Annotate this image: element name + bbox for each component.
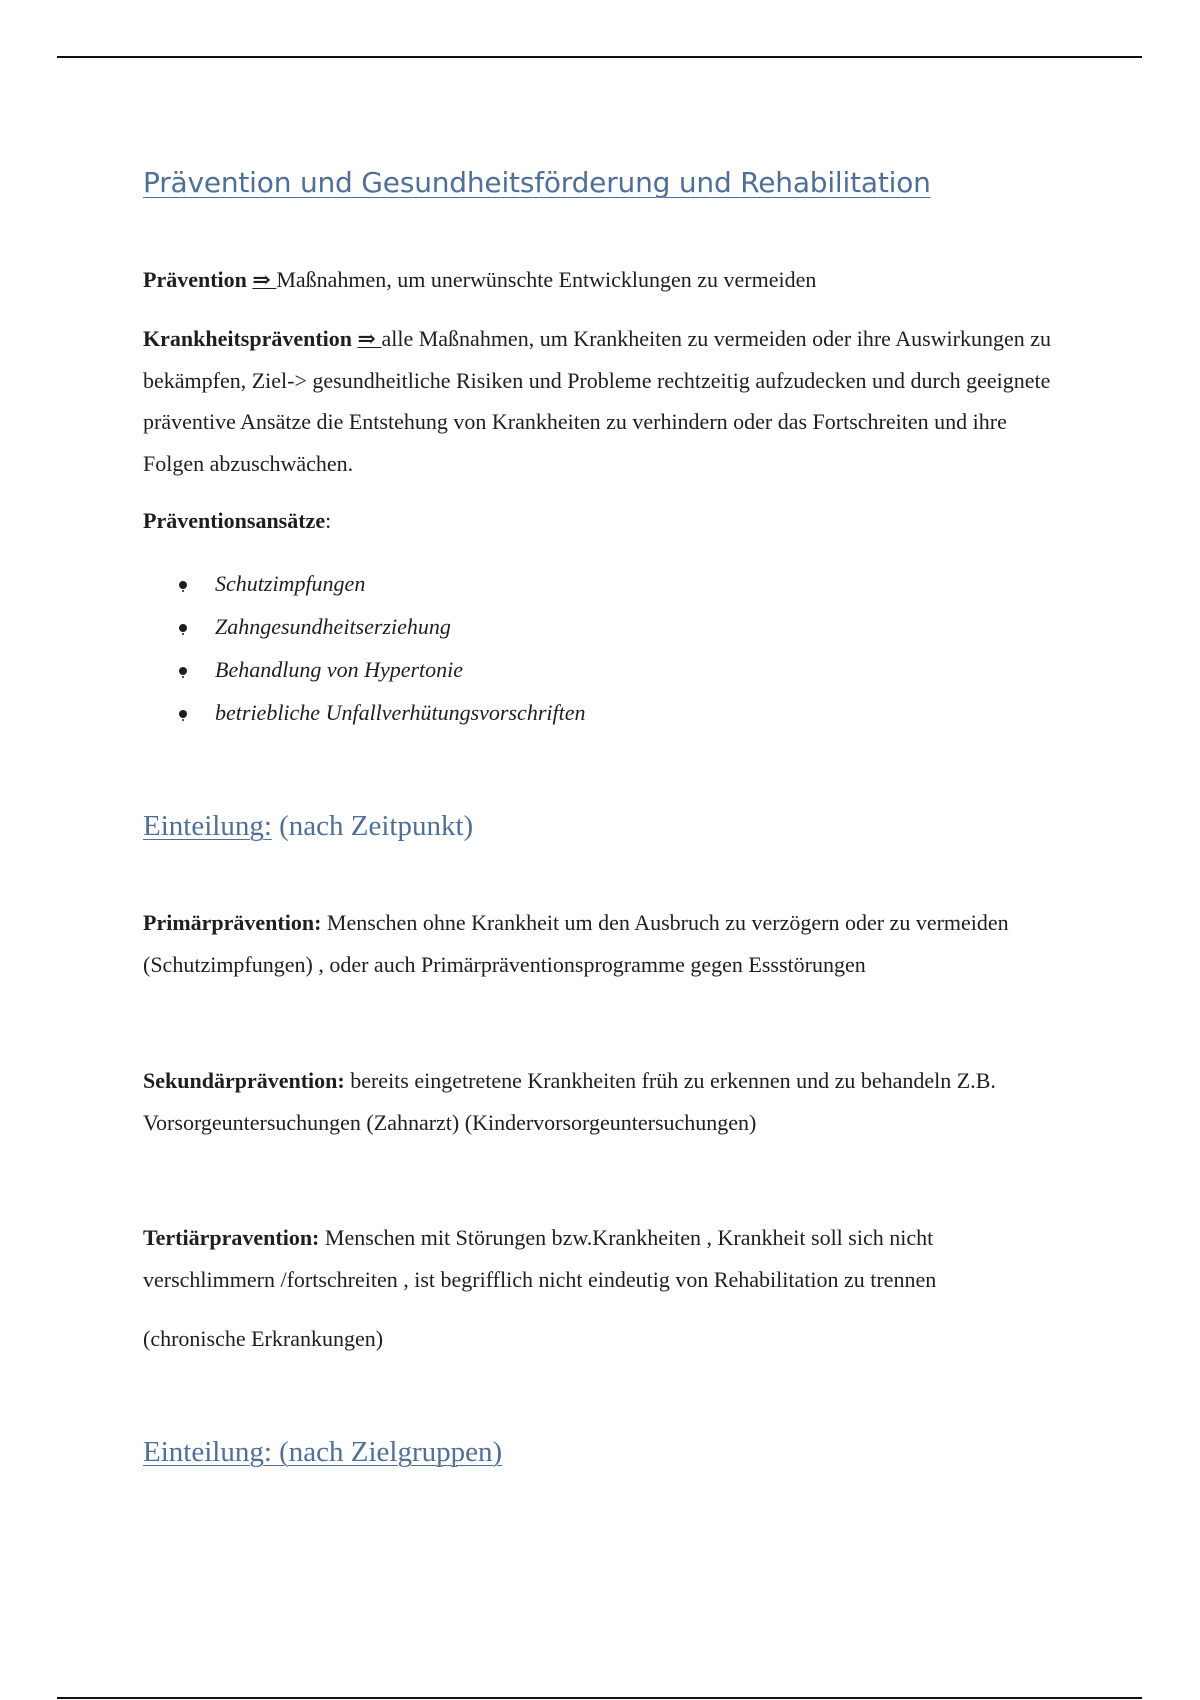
- list-item: [179, 648, 585, 691]
- sekundaer-term: Sekundärprävention:: [143, 1068, 345, 1093]
- tertiaerpraevention-paragraph: [143, 1217, 1068, 1300]
- krankheitspraevention-term: Krankheitsprävention: [143, 326, 353, 351]
- list-item-text: Behandlung von Hypertonie: [215, 656, 464, 682]
- bottom-rule: [57, 1697, 1142, 1699]
- primaerpraevention-paragraph: [143, 902, 1068, 985]
- krankheitspraevention-definition: [143, 318, 1068, 484]
- primaer-text: Menschen ohne Krankheit um den Ausbruch zu verzögern oder zu vermeiden (Schutzimpfungen) , oder auch Primärpräventionsprogramme gegen Essstörungen: [143, 910, 1009, 977]
- tertiaer-text: Menschen mit Störungen bzw.Krankheiten , Krankheit soll sich nicht verschlimmern /fortschreiten , ist begrifflich nicht eindeutig von Rehabilitation zu trennen: [143, 1225, 937, 1292]
- praevention-term: Prävention: [143, 267, 247, 292]
- list-item-text: Zahngesundheitserziehung: [215, 613, 451, 639]
- praevention-definition: [143, 259, 1068, 301]
- ansaetze-term: Präventionsansätze: [143, 508, 326, 533]
- tertiaer-note: (chronische Erkrankungen): [143, 1326, 384, 1351]
- heading-sub: (nach Zeitpunkt): [279, 810, 474, 842]
- tertiaer-term: Tertiärpravention:: [143, 1225, 320, 1250]
- ansaetze-list: [179, 562, 585, 734]
- sekundaerpraevention-paragraph: [143, 1060, 1068, 1143]
- praevention-text: Maßnahmen, um unerwünschte Entwicklungen zu vermeiden: [276, 267, 817, 292]
- heading-main: Einteilung:: [143, 810, 272, 842]
- section-heading-zielgruppen: Einteilung: (nach Zielgruppen): [143, 1436, 503, 1468]
- bullet-icon: [179, 624, 187, 632]
- list-item: [179, 605, 585, 648]
- sekundaer-text: bereits eingetretene Krankheiten früh zu erkennen und zu behandeln Z.B. Vorsorgeuntersuchungen (Zahnarzt) (Kindervorsorgeuntersuchungen): [143, 1068, 996, 1135]
- arrow-icon: ⇒: [357, 326, 376, 351]
- bullet-icon: [179, 667, 187, 675]
- bullet-icon: [179, 581, 187, 589]
- krankheitspraevention-text: alle Maßnahmen, um Krankheiten zu vermeiden oder ihre Auswirkungen zu bekämpfen, Ziel-> gesundheitliche Risiken und Probleme rechtzeitig aufzudecken und durch geeignete präventive Ansätze die Entstehung von Krankheiten zu verhindern oder das Fortschreiten und ihre Folgen abzuschwächen.: [143, 326, 1052, 476]
- list-item-text: betriebliche Unfallverhütungsvorschriften: [215, 699, 586, 725]
- praeventionsansaetze-label: [143, 500, 1068, 542]
- ansaetze-colon: :: [325, 508, 332, 533]
- primaer-term: Primärprävention:: [143, 910, 322, 935]
- list-item: [179, 562, 585, 605]
- list-item-text: Schutzimpfungen: [215, 570, 366, 596]
- top-rule: [57, 56, 1142, 58]
- page-title: Prävention und Gesundheitsförderung und Rehabilitation: [143, 166, 931, 199]
- list-item: [179, 691, 585, 734]
- bullet-icon: [179, 710, 187, 718]
- section-heading-zeitpunkt: [143, 810, 473, 843]
- arrow-icon: ⇒: [252, 267, 271, 292]
